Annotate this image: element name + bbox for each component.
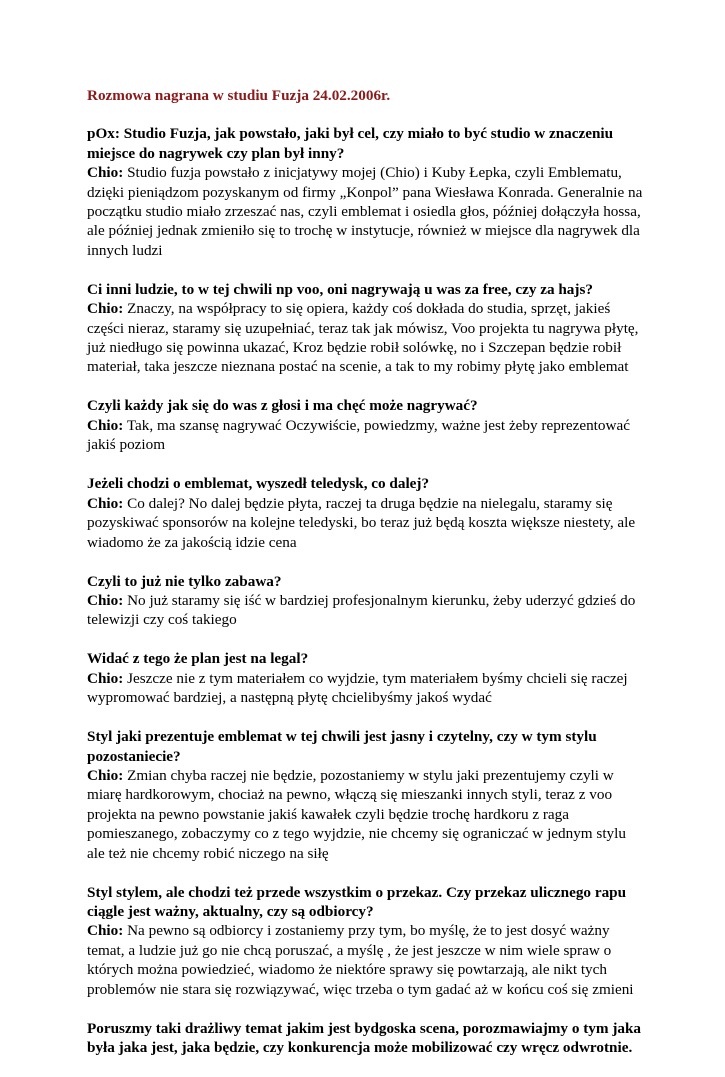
- answer-text: Studio fuzja powstało z inicjatywy mojej (Chio) i Kuby Łepka, czyli Emblematu, dzięki pieniądzom pozyskanym od firmy „Konpol” pana Wiesława Konrada. Generalnie na początku studio miało zrzeszać nas, czyli emblemat i osiedla głos, później dołączyła hossa, ale później jednak zmieniło się to trochę w instytucje, również w miejsce dla nagrywek dla innych ludzi: [87, 164, 643, 259]
- answer-speaker: Chio:: [87, 591, 124, 609]
- question: Jeżeli chodzi o emblemat, wyszedł teledysk, co dalej?: [87, 475, 430, 493]
- question: pOx: Studio Fuzja, jak powstało, jaki był cel, czy miało to być studio w znaczeniu miejsce do nagrywek czy plan był inny?: [87, 125, 614, 162]
- question: Czyli to już nie tylko zabawa?: [87, 572, 282, 590]
- qa-block: [87, 1019, 647, 1058]
- question: Poruszmy taki drażliwy temat jakim jest bydgoska scena, porozmawiajmy o tym jaka była jaka jest, jaka będzie, czy konkurencja może mobilizować czy wręcz odwrotnie.: [87, 1019, 642, 1056]
- qa-block: [87, 883, 647, 999]
- answer-text: Na pewno są odbiorcy i zostaniemy przy tym, bo myślę, że to jest dosyć ważny temat, a ludzie już go nie chcą poruszać, a myślę , że jest jeszcze w nim wiele spraw o których można powiedzieć, wiadomo że niektóre sprawy się powtarzają, ale nikt tych problemów nie stara się rozwiązywać, więc trzeba o tym gadać aż w końcu coś się zmieni: [87, 922, 634, 998]
- answer-speaker: Chio:: [87, 922, 124, 940]
- document-title: Rozmowa nagrana w studiu Fuzja 24.02.2006r.: [87, 87, 391, 104]
- answer-text: No już staramy się iść w bardziej profesjonalnym kierunku, żeby uderzyć gdzieś do telewizji czy coś takiego: [87, 591, 636, 629]
- qa-block: [87, 124, 647, 260]
- question: Styl jaki prezentuje emblemat w tej chwili jest jasny i czytelny, czy w tym stylu pozostaniecie?: [87, 728, 597, 765]
- qa-block: [87, 727, 647, 863]
- answer-text: Znaczy, na współpracy to się opiera, każdy coś dokłada do studia, sprzęt, jakieś części nieraz, staramy się uzupełniać, teraz tak jak mówisz, Voo projekta tu nagrywa płytę, już niedługo się powinna ukazać, Kroz będzie robił solówkę, no i Szczepan będzie robił materiał, taka jeszcze nieznana postać na scenie, a tak to my robimy płytę jako emblemat: [87, 300, 639, 376]
- qa-block: [87, 396, 647, 454]
- answer-speaker: Chio:: [87, 300, 124, 318]
- answer-speaker: Chio:: [87, 766, 124, 784]
- answer-speaker: Chio:: [87, 494, 124, 512]
- qa-block: [87, 474, 647, 552]
- answer-text: Tak, ma szansę nagrywać Oczywiście, powiedzmy, ważne jest żeby reprezentować jakiś poziom: [87, 416, 630, 454]
- answer-text: Jeszcze nie z tym materiałem co wyjdzie, tym materiałem byśmy chcieli się raczej wypromować bardziej, a następną płytę chcielibyśmy jakoś wydać: [87, 669, 628, 707]
- document-page: [87, 86, 647, 1077]
- answer-text: Co dalej? No dalej będzie płyta, raczej ta druga będzie na nielegalu, staramy się pozyskiwać sponsorów na kolejne teledyski, bo teraz już będą koszta większe niestety, ale wiadomo że za jakością idzie cena: [87, 494, 636, 551]
- qa-block: [87, 649, 647, 707]
- qa-block: [87, 572, 647, 630]
- question: Czyli każdy jak się do was z głosi i ma chęć może nagrywać?: [87, 397, 478, 415]
- question: Styl stylem, ale chodzi też przede wszystkim o przekaz. Czy przekaz ulicznego rapu ciągle jest ważny, aktualny, czy są odbiorcy?: [87, 883, 627, 920]
- answer-text: Zmian chyba raczej nie będzie, pozostaniemy w stylu jaki prezentujemy czyli w miarę hardkorowym, chociaż na pewno, włączą się mieszanki innych styli, teraz z voo projekta na pewno powstanie jakiś kawałek czyli będzie trochę hardkoru z raga pomieszanego, zobaczymy co z tego wyjdzie, nie chcemy się ograniczać w jednym stylu ale też nie chcemy robić niczego na siłę: [87, 766, 626, 862]
- question: Ci inni ludzie, to w tej chwili np voo, oni nagrywają u was za free, czy za hajs?: [87, 280, 593, 298]
- qa-block: [87, 280, 647, 377]
- answer-speaker: Chio:: [87, 669, 124, 687]
- answer-speaker: Chio:: [87, 164, 124, 182]
- question: Widać z tego że plan jest na legal?: [87, 650, 309, 668]
- answer-speaker: Chio:: [87, 416, 124, 434]
